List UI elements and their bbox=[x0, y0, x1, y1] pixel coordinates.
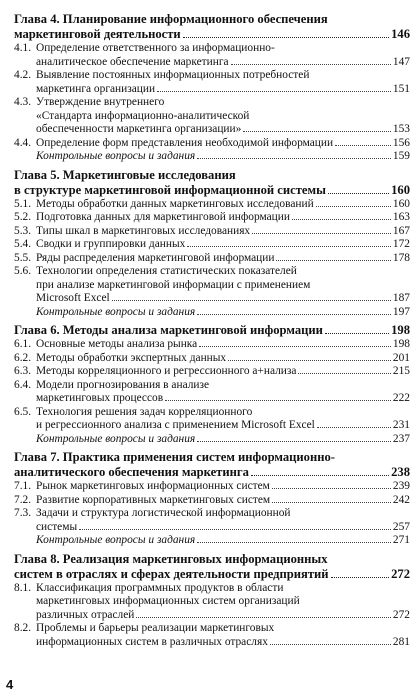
section-number: 4.3. bbox=[14, 96, 32, 108]
section-title: обеспеченности маркетинга организации» bbox=[36, 123, 242, 135]
section-page-number: 178 bbox=[392, 251, 410, 264]
section-entry[interactable] bbox=[14, 582, 410, 623]
section-page-number: 153 bbox=[392, 123, 410, 135]
section-entry[interactable] bbox=[14, 338, 410, 352]
section-entry[interactable] bbox=[14, 198, 410, 212]
section-title: Утверждение внутреннего bbox=[36, 96, 165, 108]
section-page-number: 163 bbox=[392, 211, 410, 223]
section-page-number: 215 bbox=[392, 365, 410, 377]
chapter-block bbox=[14, 552, 410, 650]
section-title: различных отраслей bbox=[36, 608, 135, 621]
dot-leader bbox=[157, 91, 391, 92]
review-questions-entry[interactable] bbox=[14, 534, 410, 548]
chapter-title-text: систем в отраслях и сферах деятельности предприятий bbox=[14, 566, 329, 581]
section-entry[interactable] bbox=[14, 238, 410, 252]
section-title: Определение форм представления необходимой информации bbox=[36, 136, 334, 149]
section-entry[interactable] bbox=[14, 406, 410, 433]
section-title: маркетинговых процессов bbox=[36, 392, 164, 404]
chapter-title[interactable] bbox=[14, 450, 410, 480]
section-entry[interactable] bbox=[14, 69, 410, 96]
section-page-number: 167 bbox=[392, 224, 410, 237]
section-page-number: 160 bbox=[392, 197, 410, 210]
section-title: Выявление постоянных информационных потребностей bbox=[36, 69, 310, 81]
section-entry[interactable] bbox=[14, 42, 410, 69]
dot-leader bbox=[197, 441, 391, 442]
section-page-number: 197 bbox=[392, 305, 410, 318]
section-number: 8.2. bbox=[14, 622, 32, 634]
chapter-title-text: Глава 4. Планирование информационного обеспечения bbox=[14, 12, 328, 26]
section-title: системы bbox=[36, 520, 78, 533]
section-entry[interactable] bbox=[14, 352, 410, 366]
section-title: Контрольные вопросы и задания bbox=[36, 150, 196, 162]
dot-leader bbox=[272, 488, 391, 489]
section-number: 4.1. bbox=[14, 42, 32, 54]
section-title: Развитие корпоративных маркетинговых систем bbox=[36, 493, 271, 506]
section-title: Контрольные вопросы и задания bbox=[36, 534, 196, 546]
dot-leader bbox=[231, 64, 391, 65]
chapter-block bbox=[14, 12, 410, 164]
section-title: Технологии определения статистических показателей bbox=[36, 265, 297, 277]
section-entry[interactable] bbox=[14, 622, 410, 649]
dot-leader bbox=[112, 300, 391, 301]
chapter-title-text: в структуре маркетинговой информационной системы bbox=[14, 182, 326, 197]
section-number: 5.4. bbox=[14, 238, 32, 250]
section-page-number: 159 bbox=[392, 150, 410, 162]
chapter-title-text: Глава 6. Методы анализа маркетинговой информации bbox=[14, 323, 323, 337]
chapter-title-text: маркетинговой деятельности bbox=[14, 27, 181, 41]
section-number: 6.2. bbox=[14, 351, 32, 364]
chapter-title[interactable] bbox=[14, 168, 410, 198]
section-entry[interactable] bbox=[14, 480, 410, 494]
section-entry[interactable] bbox=[14, 265, 410, 306]
section-number: 4.4. bbox=[14, 136, 32, 149]
section-title: Методы корреляционного и регрессионного а+нализа bbox=[36, 365, 297, 377]
chapter-page-number: 272 bbox=[391, 566, 410, 581]
section-title: Модели прогнозирования в анализе bbox=[36, 378, 210, 391]
review-questions-entry[interactable] bbox=[14, 150, 410, 164]
section-title: Задачи и структура логистической информационной bbox=[36, 507, 291, 519]
section-title: и регрессионного анализа с применением Microsoft Excel bbox=[36, 419, 315, 431]
dot-leader bbox=[317, 427, 391, 428]
section-entry[interactable] bbox=[14, 137, 410, 151]
chapter-title-text: аналитического обеспечения маркетинга bbox=[14, 465, 249, 479]
section-title: Microsoft Excel bbox=[36, 292, 110, 304]
section-title: Проблемы и барьеры реализации маркетинговых bbox=[36, 622, 275, 634]
section-entry[interactable] bbox=[14, 494, 410, 508]
section-title: Методы обработки экспертных данных bbox=[36, 351, 227, 364]
section-page-number: 271 bbox=[392, 534, 410, 546]
section-page-number: 156 bbox=[392, 136, 410, 149]
section-number: 5.1. bbox=[14, 197, 32, 210]
section-page-number: 239 bbox=[392, 480, 410, 492]
section-number: 5.3. bbox=[14, 224, 32, 237]
section-entry[interactable] bbox=[14, 365, 410, 379]
section-page-number: 147 bbox=[392, 55, 410, 68]
chapter-title[interactable] bbox=[14, 323, 410, 338]
chapter-block bbox=[14, 450, 410, 548]
review-questions-entry[interactable] bbox=[14, 306, 410, 320]
section-entry[interactable] bbox=[14, 96, 410, 137]
chapter-title[interactable] bbox=[14, 552, 410, 582]
dot-leader bbox=[187, 246, 391, 247]
section-page-number: 172 bbox=[392, 238, 410, 250]
section-title: Контрольные вопросы и задания bbox=[36, 305, 196, 318]
section-title: Технология решения задач корреляционного bbox=[36, 405, 253, 418]
chapter-page-number: 198 bbox=[391, 323, 410, 337]
dot-leader bbox=[292, 219, 391, 220]
dot-leader bbox=[197, 314, 391, 315]
dot-leader bbox=[251, 475, 389, 476]
dot-leader bbox=[228, 360, 391, 361]
section-number: 6.5. bbox=[14, 405, 32, 418]
dot-leader bbox=[183, 37, 389, 38]
dot-leader bbox=[252, 233, 391, 234]
dot-leader bbox=[136, 617, 391, 618]
table-of-contents bbox=[14, 12, 410, 649]
section-title: Основные методы анализа рынка bbox=[36, 338, 198, 350]
dot-leader bbox=[328, 193, 389, 194]
section-title: Рынок маркетинговых информационных систем bbox=[36, 480, 270, 492]
section-number: 6.1. bbox=[14, 338, 32, 350]
dot-leader bbox=[243, 131, 391, 132]
section-entry[interactable] bbox=[14, 211, 410, 225]
dot-leader bbox=[316, 206, 391, 207]
section-title: Контрольные вопросы и задания bbox=[36, 432, 196, 445]
chapter-block bbox=[14, 323, 410, 446]
section-number: 7.1. bbox=[14, 480, 32, 492]
section-number: 8.1. bbox=[14, 581, 32, 594]
dot-leader bbox=[270, 644, 391, 645]
dot-leader bbox=[325, 333, 389, 334]
section-entry[interactable] bbox=[14, 507, 410, 534]
section-title: Методы обработки данных маркетинговых исследований bbox=[36, 197, 314, 210]
section-page-number: 187 bbox=[392, 292, 410, 304]
section-page-number: 281 bbox=[392, 635, 410, 648]
section-title: маркетинга организации bbox=[36, 82, 156, 95]
section-title: Ряды распределения маркетинговой информации bbox=[36, 251, 275, 264]
section-number: 7.2. bbox=[14, 493, 32, 506]
section-page-number: 151 bbox=[392, 82, 410, 95]
section-number: 4.2. bbox=[14, 69, 32, 81]
section-title: Подготовка данных для маркетинговой информации bbox=[36, 211, 290, 223]
chapter-title-text: Глава 7. Практика применения систем информационно- bbox=[14, 450, 335, 464]
section-page-number: 242 bbox=[392, 493, 410, 506]
chapter-title-text: Глава 5. Маркетинговые исследования bbox=[14, 167, 236, 182]
chapter-block bbox=[14, 168, 410, 320]
review-questions-entry[interactable] bbox=[14, 433, 410, 447]
section-page-number: 231 bbox=[392, 419, 410, 431]
section-title: Классификация программных продуктов в области bbox=[36, 581, 284, 594]
dot-leader bbox=[199, 346, 391, 347]
chapter-page-number: 146 bbox=[391, 27, 410, 41]
section-title: при анализе маркетинговой информации с применением bbox=[36, 278, 311, 291]
section-number: 5.5. bbox=[14, 251, 32, 264]
dot-leader bbox=[197, 158, 391, 159]
dot-leader bbox=[197, 542, 391, 543]
section-title: аналитическое обеспечение маркетинга bbox=[36, 55, 229, 68]
page-number: 4 bbox=[6, 677, 14, 692]
chapter-title-text: Глава 8. Реализация маркетинговых информационных bbox=[14, 551, 328, 566]
section-entry[interactable] bbox=[14, 252, 410, 266]
section-entry[interactable] bbox=[14, 379, 410, 406]
chapter-page-number: 238 bbox=[391, 465, 410, 479]
section-title: маркетинговых информационных систем организаций bbox=[36, 595, 300, 607]
section-number: 6.4. bbox=[14, 378, 32, 391]
dot-leader bbox=[276, 260, 390, 261]
section-page-number: 257 bbox=[392, 520, 410, 533]
section-number: 5.2. bbox=[14, 211, 32, 223]
dot-leader bbox=[298, 373, 390, 374]
section-page-number: 237 bbox=[392, 432, 410, 445]
section-page-number: 222 bbox=[392, 392, 410, 404]
section-number: 7.3. bbox=[14, 507, 32, 519]
dot-leader bbox=[165, 400, 391, 401]
section-page-number: 201 bbox=[392, 351, 410, 364]
section-page-number: 272 bbox=[392, 608, 410, 621]
dot-leader bbox=[335, 145, 391, 146]
section-title: Типы шкал в маркетинговых исследованиях bbox=[36, 224, 251, 237]
section-page-number: 198 bbox=[392, 338, 410, 350]
dot-leader bbox=[79, 529, 391, 530]
dot-leader bbox=[331, 577, 390, 578]
section-title: «Стандарта информационно-аналитической bbox=[36, 109, 250, 122]
section-entry[interactable] bbox=[14, 225, 410, 239]
dot-leader bbox=[272, 502, 391, 503]
section-title: Определение ответственного за информационно- bbox=[36, 42, 275, 54]
chapter-title[interactable] bbox=[14, 12, 410, 42]
section-number: 5.6. bbox=[14, 265, 32, 277]
section-number: 6.3. bbox=[14, 365, 32, 377]
section-title: информационных систем в различных отраслях bbox=[36, 635, 268, 648]
chapter-page-number: 160 bbox=[391, 182, 410, 197]
section-title: Сводки и группировки данных bbox=[36, 238, 186, 250]
